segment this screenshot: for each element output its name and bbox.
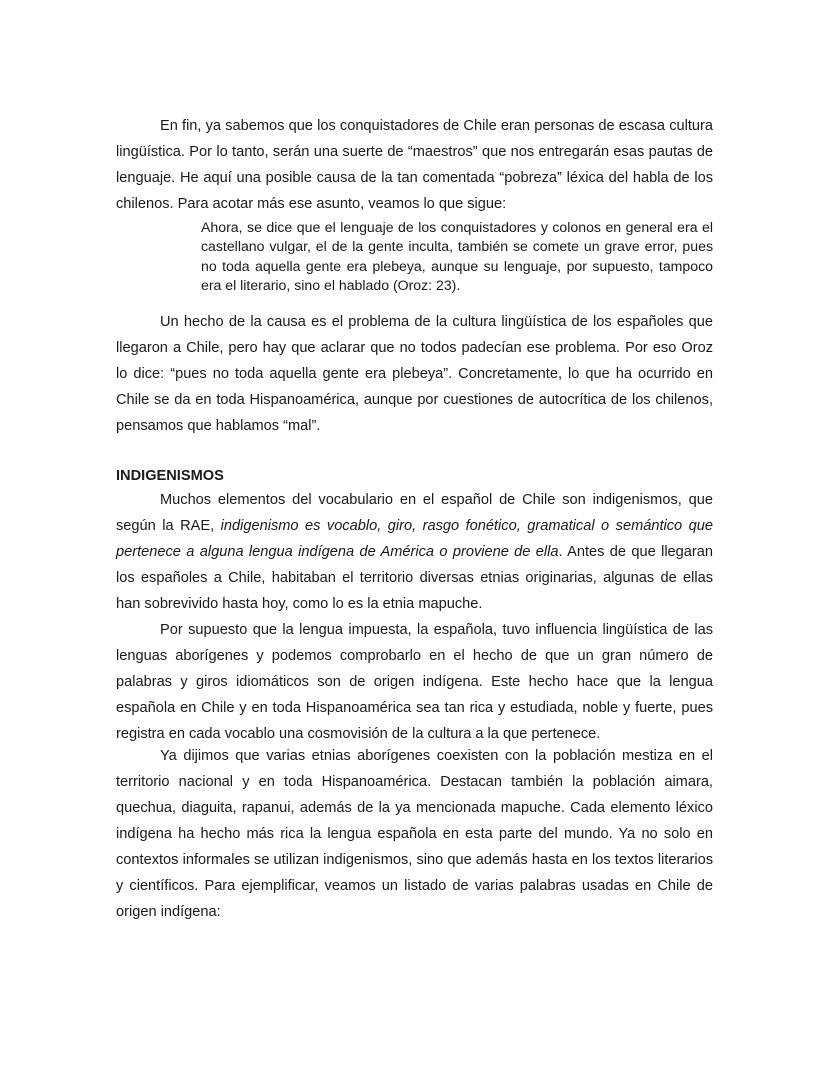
paragraph-text-start: Muchos elementos del vocabulario en el español de Chile son indigenismos, que según la RAE, <box>116 492 713 534</box>
paragraph-text-end: . Antes de que llegaran los españoles a Chile, habitaban el territorio diversas etnias originarias, algunas de ellas han sobrevivido hasta hoy, como lo es la etnia mapuche. <box>116 544 713 612</box>
paragraph-rae-definition <box>116 487 713 617</box>
section-heading-indigenismos: INDIGENISMOS <box>116 468 224 484</box>
paragraph-etnias: Ya dijimos que varias etnias aborígenes coexisten con la población mestiza en el territorio nacional y en toda Hispanoamérica. Destacan también la población aimara, quechua, diaguita, rapanui, además de la ya mencionada mapuche. Cada elemento léxico indígena ha hecho más rica la lengua española en esta parte del mundo. Ya no solo en contextos informales se utilizan indigenismos, sino que además hasta en los textos literarios y científicos. Para ejemplificar, veamos un listado de varias palabras usadas en Chile de origen indígena: <box>116 748 713 920</box>
rae-definition-italic: indigenismo es vocablo, giro, rasgo fonético, gramatical o semántico que pertenece a alguna lengua indígena de América o proviene de ella <box>116 518 713 560</box>
block-quote-oroz: Ahora, se dice que el lenguaje de los conquistadores y colonos en general era el castellano vulgar, el de la gente inculta, también se comete un grave error, pues no toda aquella gente era plebeya, aunque su lenguaje, por supuesto, tampoco era el literario, sino el hablado (Oroz: 23). <box>201 219 713 293</box>
paragraph-conquistadores: En fin, ya sabemos que los conquistadores de Chile eran personas de escasa cultura lingüística. Por lo tanto, serán una suerte de “maestros” que nos entregarán esas pautas de lenguaje. He aquí una posible causa de la tan comentada “pobreza” léxica del habla de los chilenos. Para acotar más ese asunto, veamos lo que sigue: <box>116 118 713 212</box>
paragraph-causa: Un hecho de la causa es el problema de la cultura lingüística de los españoles que llegaron a Chile, pero hay que aclarar que no todos padecían ese problema. Por eso Oroz lo dice: “pues no toda aquella gente era plebeya”. Concretamente, lo que ha ocurrido en Chile se da en toda Hispanoamérica, aunque por cuestiones de autocrítica de los chilenos, pensamos que hablamos “mal”. <box>116 314 713 434</box>
paragraph-lengua-impuesta: Por supuesto que la lengua impuesta, la española, tuvo influencia lingüística de las lenguas aborígenes y podemos comprobarlo en el hecho de que un gran número de palabras y giros idiomáticos son de origen indígena. Este hecho hace que la lengua española en Chile y en toda Hispanoamérica sea tan rica y estudiada, noble y fuerte, pues registra en cada vocablo una cosmovisión de la cultura a la que pertenece. <box>116 622 713 742</box>
